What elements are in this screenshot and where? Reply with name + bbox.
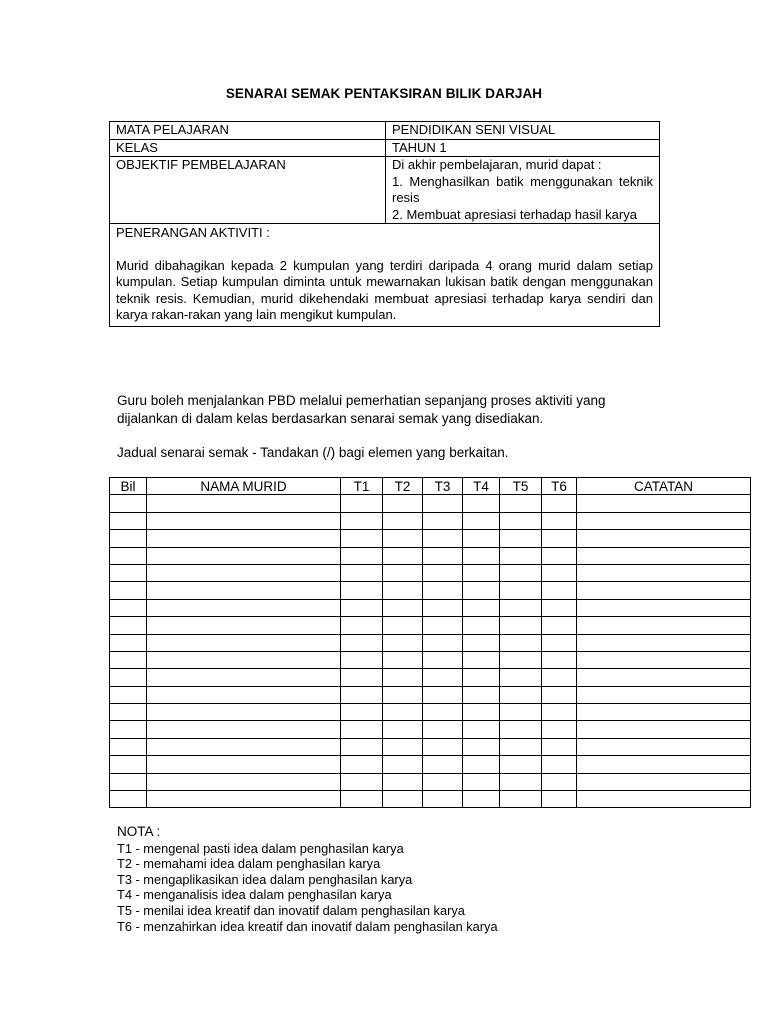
checklist-cell [463, 495, 500, 512]
checklist-cell [147, 704, 341, 721]
checklist-cell [423, 738, 463, 755]
checklist-cell [147, 582, 341, 599]
checklist-cell [423, 547, 463, 564]
checklist-row [110, 773, 751, 790]
checklist-cell [542, 634, 577, 651]
checklist-cell [147, 495, 341, 512]
checklist-body [110, 495, 751, 808]
checklist-cell [500, 756, 542, 773]
checklist-cell [423, 634, 463, 651]
checklist-cell [341, 669, 383, 686]
checklist-cell [423, 512, 463, 529]
checklist-cell [110, 756, 147, 773]
checklist-cell [110, 512, 147, 529]
checklist-cell [147, 599, 341, 616]
objective-item-2: 2. Membuat apresiasi terhadap hasil karya [392, 206, 637, 222]
checklist-row [110, 564, 751, 581]
checklist-cell [383, 564, 423, 581]
header-t2: T2 [383, 478, 423, 495]
checklist-cell [542, 512, 577, 529]
checklist-cell [383, 495, 423, 512]
checklist-cell [423, 599, 463, 616]
checklist-cell [147, 564, 341, 581]
checklist-cell [423, 773, 463, 790]
note-item: T2 - memahami idea dalam penghasilan karya [117, 856, 381, 872]
checklist-cell [577, 669, 751, 686]
checklist-cell [383, 669, 423, 686]
notes-section [117, 824, 498, 934]
instruction-paragraph: Guru boleh menjalankan PBD melalui pemerhatian sepanjang proses aktiviti yang dijalankan di dalam kelas berdasarkan senarai semak yang disediakan. [117, 393, 606, 426]
checklist-cell [341, 721, 383, 738]
checklist-cell [463, 651, 500, 668]
checklist-cell [147, 738, 341, 755]
checklist-cell [463, 669, 500, 686]
checklist-cell [341, 495, 383, 512]
checklist-row [110, 634, 751, 651]
checklist-cell [423, 582, 463, 599]
checklist-cell [577, 704, 751, 721]
checklist-cell [577, 791, 751, 808]
checklist-cell [423, 704, 463, 721]
checklist-cell [423, 495, 463, 512]
checklist-cell [383, 651, 423, 668]
checklist-cell [500, 704, 542, 721]
checklist-cell [383, 582, 423, 599]
checklist-row [110, 547, 751, 564]
checklist-cell [577, 564, 751, 581]
checklist-cell [110, 773, 147, 790]
checklist-cell [341, 773, 383, 790]
checklist-row [110, 791, 751, 808]
checklist-instruction: Jadual senarai semak - Tandakan (/) bagi elemen yang berkaitan. [117, 445, 509, 460]
checklist-cell [577, 651, 751, 668]
checklist-cell [542, 564, 577, 581]
checklist-cell [147, 756, 341, 773]
checklist-row [110, 704, 751, 721]
checklist-cell [147, 651, 341, 668]
checklist-cell [500, 547, 542, 564]
checklist-cell [542, 721, 577, 738]
checklist-cell [463, 686, 500, 703]
checklist-cell [383, 512, 423, 529]
checklist-row [110, 721, 751, 738]
checklist-cell [463, 547, 500, 564]
checklist-cell [423, 530, 463, 547]
activity-cell [110, 224, 660, 327]
checklist-row [110, 738, 751, 755]
checklist-row [110, 651, 751, 668]
checklist-cell [542, 547, 577, 564]
checklist-cell [577, 512, 751, 529]
checklist-cell [341, 582, 383, 599]
checklist-cell [577, 582, 751, 599]
checklist-cell [341, 651, 383, 668]
checklist-cell [500, 669, 542, 686]
checklist-cell [341, 599, 383, 616]
checklist-row [110, 582, 751, 599]
header-t6: T6 [542, 478, 577, 495]
checklist-cell [542, 582, 577, 599]
class-label: KELAS [110, 139, 386, 157]
checklist-cell [500, 738, 542, 755]
checklist-cell [423, 721, 463, 738]
checklist-cell [147, 617, 341, 634]
checklist-cell [383, 756, 423, 773]
note-item: T1 - mengenal pasti idea dalam penghasilan karya [117, 840, 404, 856]
header-t3: T3 [423, 478, 463, 495]
checklist-cell [463, 564, 500, 581]
checklist-cell [577, 495, 751, 512]
checklist-cell [341, 756, 383, 773]
checklist-cell [463, 791, 500, 808]
checklist-cell [341, 564, 383, 581]
checklist-cell [463, 634, 500, 651]
checklist-cell [577, 617, 751, 634]
checklist-cell [542, 495, 577, 512]
checklist-cell [110, 599, 147, 616]
checklist-cell [383, 599, 423, 616]
checklist-cell [341, 512, 383, 529]
checklist-cell [542, 530, 577, 547]
checklist-cell [110, 651, 147, 668]
checklist-cell [341, 738, 383, 755]
checklist-cell [341, 547, 383, 564]
checklist-cell [577, 547, 751, 564]
checklist-cell [110, 686, 147, 703]
checklist-cell [341, 530, 383, 547]
checklist-cell [147, 791, 341, 808]
checklist-cell [383, 617, 423, 634]
checklist-cell [500, 634, 542, 651]
checklist-cell [463, 617, 500, 634]
checklist-row [110, 599, 751, 616]
checklist-cell [341, 704, 383, 721]
checklist-cell [147, 634, 341, 651]
checklist-cell [500, 495, 542, 512]
checklist-cell [383, 547, 423, 564]
checklist-cell [147, 721, 341, 738]
checklist-cell [542, 791, 577, 808]
checklist-cell [463, 704, 500, 721]
checklist-cell [341, 791, 383, 808]
checklist-cell [577, 686, 751, 703]
checklist-cell [110, 634, 147, 651]
notes-heading: NOTA : [117, 824, 161, 839]
checklist-cell [147, 530, 341, 547]
checklist-cell [383, 773, 423, 790]
checklist-cell [542, 669, 577, 686]
checklist-cell [423, 756, 463, 773]
checklist-row [110, 756, 751, 773]
checklist-cell [500, 791, 542, 808]
header-catatan: CATATAN [577, 478, 751, 495]
checklist-cell [500, 651, 542, 668]
checklist-cell [463, 721, 500, 738]
checklist-cell [383, 721, 423, 738]
checklist-cell [500, 686, 542, 703]
checklist-cell [110, 738, 147, 755]
checklist-cell [341, 634, 383, 651]
checklist-cell [463, 738, 500, 755]
checklist-cell [110, 564, 147, 581]
checklist-cell [147, 773, 341, 790]
objective-intro: Di akhir pembelajaran, murid dapat : [392, 157, 602, 172]
checklist-cell [341, 686, 383, 703]
checklist-cell [577, 599, 751, 616]
checklist-cell [110, 495, 147, 512]
checklist-cell [463, 773, 500, 790]
checklist-cell [383, 704, 423, 721]
checklist-cell [500, 617, 542, 634]
checklist-cell [542, 617, 577, 634]
note-item: T5 - menilai idea kreatif dan inovatif dalam penghasilan karya [117, 902, 465, 918]
checklist-cell [147, 669, 341, 686]
checklist-cell [577, 756, 751, 773]
checklist-cell [383, 634, 423, 651]
checklist-row [110, 495, 751, 512]
checklist-cell [500, 599, 542, 616]
checklist-table [109, 477, 751, 808]
activity-description: Murid dibahagikan kepada 2 kumpulan yang terdiri daripada 4 orang murid dalam setiap kumpulan. Setiap kumpulan diminta untuk mewarnakan lukisan batik dengan menggunakan teknik resis. Kemudian, murid dikehendaki membuat apresiasi terhadap karya sendiri dan karya rakan-rakan yang lain mengikut kumpulan. [116, 257, 653, 322]
checklist-cell [110, 547, 147, 564]
checklist-cell [542, 738, 577, 755]
checklist-row [110, 512, 751, 529]
checklist-cell [423, 564, 463, 581]
checklist-cell [577, 634, 751, 651]
class-value: TAHUN 1 [386, 139, 660, 157]
header-nama-murid: NAMA MURID [147, 478, 341, 495]
checklist-cell [542, 651, 577, 668]
checklist-cell [341, 617, 383, 634]
checklist-cell [542, 599, 577, 616]
note-item: T3 - mengaplikasikan idea dalam penghasilan karya [117, 871, 413, 887]
checklist-cell [500, 512, 542, 529]
note-item: T6 - menzahirkan idea kreatif dan inovatif dalam penghasilan karya [117, 918, 498, 934]
checklist-cell [463, 530, 500, 547]
checklist-cell [423, 651, 463, 668]
checklist-row [110, 617, 751, 634]
checklist-cell [423, 686, 463, 703]
checklist-cell [147, 547, 341, 564]
checklist-cell [463, 599, 500, 616]
checklist-cell [147, 686, 341, 703]
checklist-header-row [110, 478, 751, 495]
page-title: SENARAI SEMAK PENTAKSIRAN BILIK DARJAH [225, 86, 543, 101]
checklist-cell [423, 617, 463, 634]
subject-label: MATA PELAJARAN [110, 122, 386, 140]
checklist-cell [500, 773, 542, 790]
checklist-cell [500, 564, 542, 581]
checklist-cell [542, 756, 577, 773]
activity-label: PENERANGAN AKTIVITI : [116, 225, 270, 240]
checklist-cell [110, 721, 147, 738]
checklist-cell [577, 738, 751, 755]
header-t1: T1 [341, 478, 383, 495]
objective-item-1: 1. Menghasilkan batik menggunakan teknik resis [392, 173, 653, 205]
objective-value [386, 157, 660, 224]
checklist-cell [110, 791, 147, 808]
checklist-cell [577, 721, 751, 738]
checklist-row [110, 530, 751, 547]
header-t5: T5 [500, 478, 542, 495]
header-t4: T4 [463, 478, 500, 495]
lesson-info-table [109, 121, 660, 327]
checklist-cell [423, 791, 463, 808]
checklist-row [110, 669, 751, 686]
checklist-cell [147, 512, 341, 529]
checklist-cell [542, 704, 577, 721]
checklist-cell [110, 617, 147, 634]
checklist-cell [577, 530, 751, 547]
checklist-cell [500, 530, 542, 547]
checklist-cell [110, 704, 147, 721]
checklist-cell [383, 530, 423, 547]
checklist-cell [500, 582, 542, 599]
checklist-cell [463, 756, 500, 773]
checklist-cell [383, 791, 423, 808]
checklist-cell [463, 582, 500, 599]
checklist-cell [463, 512, 500, 529]
checklist-cell [500, 721, 542, 738]
checklist-cell [383, 738, 423, 755]
subject-value: PENDIDIKAN SENI VISUAL [386, 122, 660, 140]
checklist-cell [577, 773, 751, 790]
checklist-cell [110, 582, 147, 599]
checklist-cell [542, 686, 577, 703]
checklist-cell [542, 773, 577, 790]
checklist-cell [110, 530, 147, 547]
checklist-cell [423, 669, 463, 686]
header-bil: Bil [110, 478, 147, 495]
checklist-row [110, 686, 751, 703]
checklist-cell [383, 686, 423, 703]
note-item: T4 - menganalisis idea dalam penghasilan karya [117, 887, 392, 903]
objective-label: OBJEKTIF PEMBELAJARAN [110, 157, 386, 224]
checklist-cell [110, 669, 147, 686]
